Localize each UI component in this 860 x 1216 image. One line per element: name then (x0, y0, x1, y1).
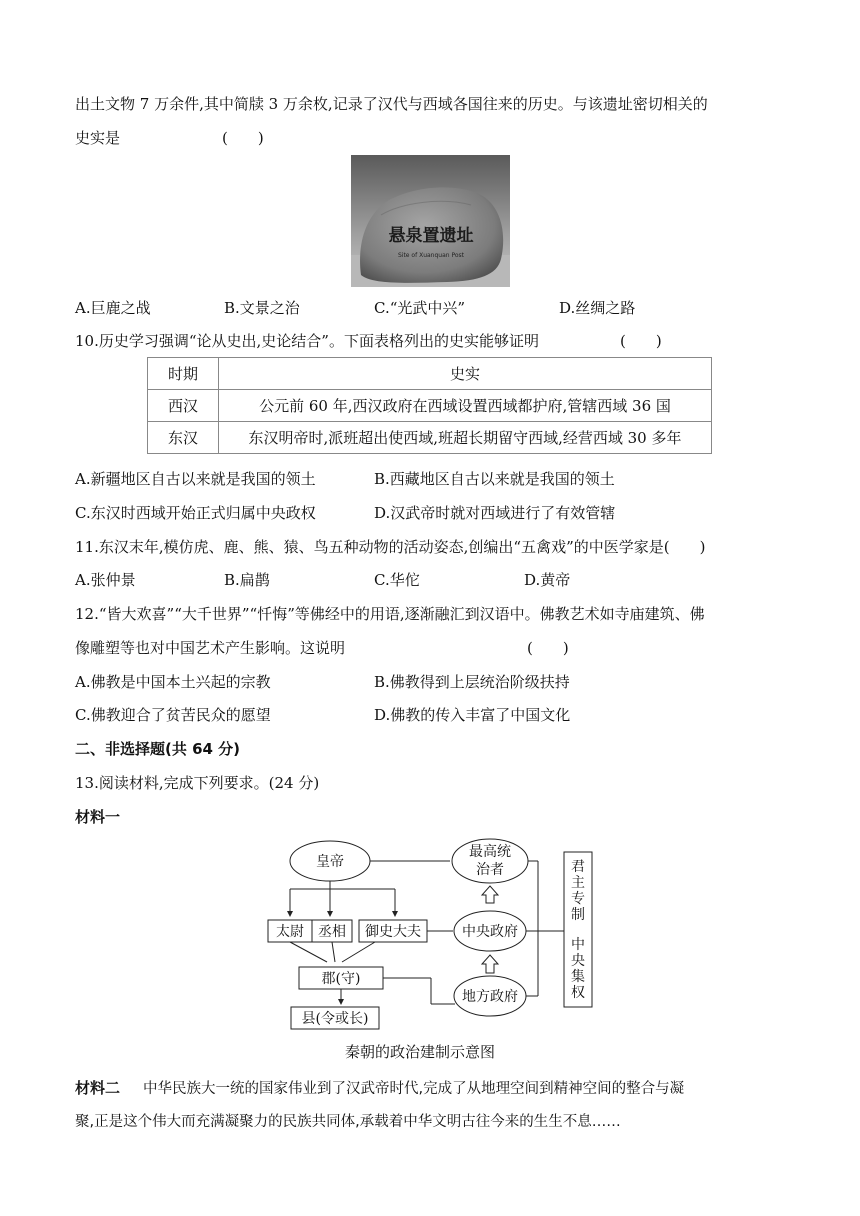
table-header-row (148, 358, 712, 390)
arrow-up-icon (482, 886, 498, 903)
table-cell-fact: 东汉明帝时,派班超出使西域,班超长期留守西域,经营西域 30 多年 (219, 422, 712, 454)
q9-option-b: B.文景之治 (224, 299, 300, 317)
q10-answer-bracket: ( ) (620, 332, 662, 350)
side-char: 权 (571, 985, 585, 1001)
taiwei-label: 太尉 (276, 924, 304, 940)
q10-option-c: C.东汉时西域开始正式归属中央政权 (75, 504, 316, 522)
q9-text-line1: 出土文物 7 万余件,其中简牍 3 万余枚,记录了汉代与西域各国往来的历史。与该遗址密切相关的 (75, 95, 708, 113)
table-cell-period: 西汉 (148, 390, 219, 422)
supreme-ruler-label-1: 最高统 (469, 844, 511, 860)
stone-inscription-english: Site of Xuanquan Post (397, 252, 465, 259)
jun-label: 郡(守) (321, 971, 361, 987)
xian-label: 县(令或长) (301, 1011, 369, 1027)
table-row (148, 422, 712, 454)
qin-political-diagram (255, 834, 605, 1034)
q11-option-a: A.张仲景 (75, 571, 136, 589)
emperor-label: 皇帝 (316, 854, 344, 870)
q12-option-d: D.佛教的传入丰富了中国文化 (374, 706, 571, 724)
q11-stem: 11.东汉末年,模仿虎、鹿、熊、猿、鸟五种动物的活动姿态,创编出“五禽戏”的中医学家是( ) (75, 538, 706, 556)
q10-history-table (147, 357, 712, 454)
local-gov-label: 地方政府 (462, 989, 518, 1005)
q10-option-b: B.西藏地区自古以来就是我国的领土 (374, 470, 615, 488)
arrow-up-icon (482, 955, 498, 973)
q11-option-b: B.扁鹊 (224, 571, 270, 589)
q12-answer-bracket: ( ) (527, 639, 569, 657)
table-header-fact: 史实 (219, 358, 712, 390)
supreme-ruler-label-2: 治者 (476, 862, 504, 878)
yushi-label: 御史大夫 (365, 924, 421, 940)
q11-option-d: D.黄帝 (524, 571, 571, 589)
q9-option-c: C.“光武中兴” (374, 299, 466, 317)
side-char: 主 (571, 875, 585, 891)
q12-text-line2: 像雕塑等也对中国艺术产生影响。这说明 (75, 639, 346, 657)
xuanquan-site-photo (351, 155, 510, 287)
q10-option-d: D.汉武帝时就对西域进行了有效管辖 (374, 504, 616, 522)
side-char: 制 (571, 907, 585, 923)
table-cell-fact: 公元前 60 年,西汉政府在西域设置西域都护府,管辖西域 36 国 (219, 390, 712, 422)
q10-stem: 10.历史学习强调“论从史出,史论结合”。下面表格列出的史实能够证明 (75, 332, 539, 350)
side-char: 央 (571, 953, 585, 969)
q11-option-c: C.华佗 (374, 571, 420, 589)
section-heading: 二、非选择题(共 64 分) (75, 740, 241, 758)
central-gov-label: 中央政府 (462, 924, 518, 940)
q12-option-c: C.佛教迎合了贫苦民众的愿望 (75, 706, 271, 724)
table-cell-period: 东汉 (148, 422, 219, 454)
material2-text-line1: 中华民族大一统的国家伟业到了汉武帝时代,完成了从地理空间到精神空间的整合与凝 (143, 1081, 685, 1097)
side-char: 集 (571, 969, 585, 985)
q9-option-d: D.丝绸之路 (559, 299, 636, 317)
material2-label: 材料二 (75, 1079, 121, 1097)
side-char: 专 (571, 891, 585, 907)
q9-text-line2: 史实是 (75, 129, 121, 147)
table-row (148, 390, 712, 422)
side-char: 君 (571, 859, 585, 875)
stone-inscription: 悬泉置遗址 (388, 226, 474, 246)
table-header-period: 时期 (148, 358, 219, 390)
q9-answer-bracket: ( ) (222, 129, 264, 147)
chengxiang-label: 丞相 (318, 924, 346, 940)
q10-option-a: A.新疆地区自古以来就是我国的领土 (75, 470, 316, 488)
q12-text-line1: 12.“皆大欢喜”“大千世界”“忏悔”等佛经中的用语,逐渐融汇到汉语中。佛教艺术如寺庙建筑、佛 (75, 605, 705, 623)
q9-option-a: A.巨鹿之战 (75, 299, 151, 317)
q12-option-b: B.佛教得到上层统治阶级扶持 (374, 673, 570, 691)
diagram-caption: 秦朝的政治建制示意图 (345, 1043, 496, 1061)
q12-option-a: A.佛教是中国本土兴起的宗教 (75, 673, 271, 691)
material2-text-line2: 聚,正是这个伟大而充满凝聚力的民族共同体,承载着中华文明古往今来的生生不息…… (75, 1114, 621, 1130)
side-char: 中 (571, 937, 585, 953)
material1-label: 材料一 (75, 808, 121, 826)
q13-stem: 13.阅读材料,完成下列要求。(24 分) (75, 774, 320, 792)
